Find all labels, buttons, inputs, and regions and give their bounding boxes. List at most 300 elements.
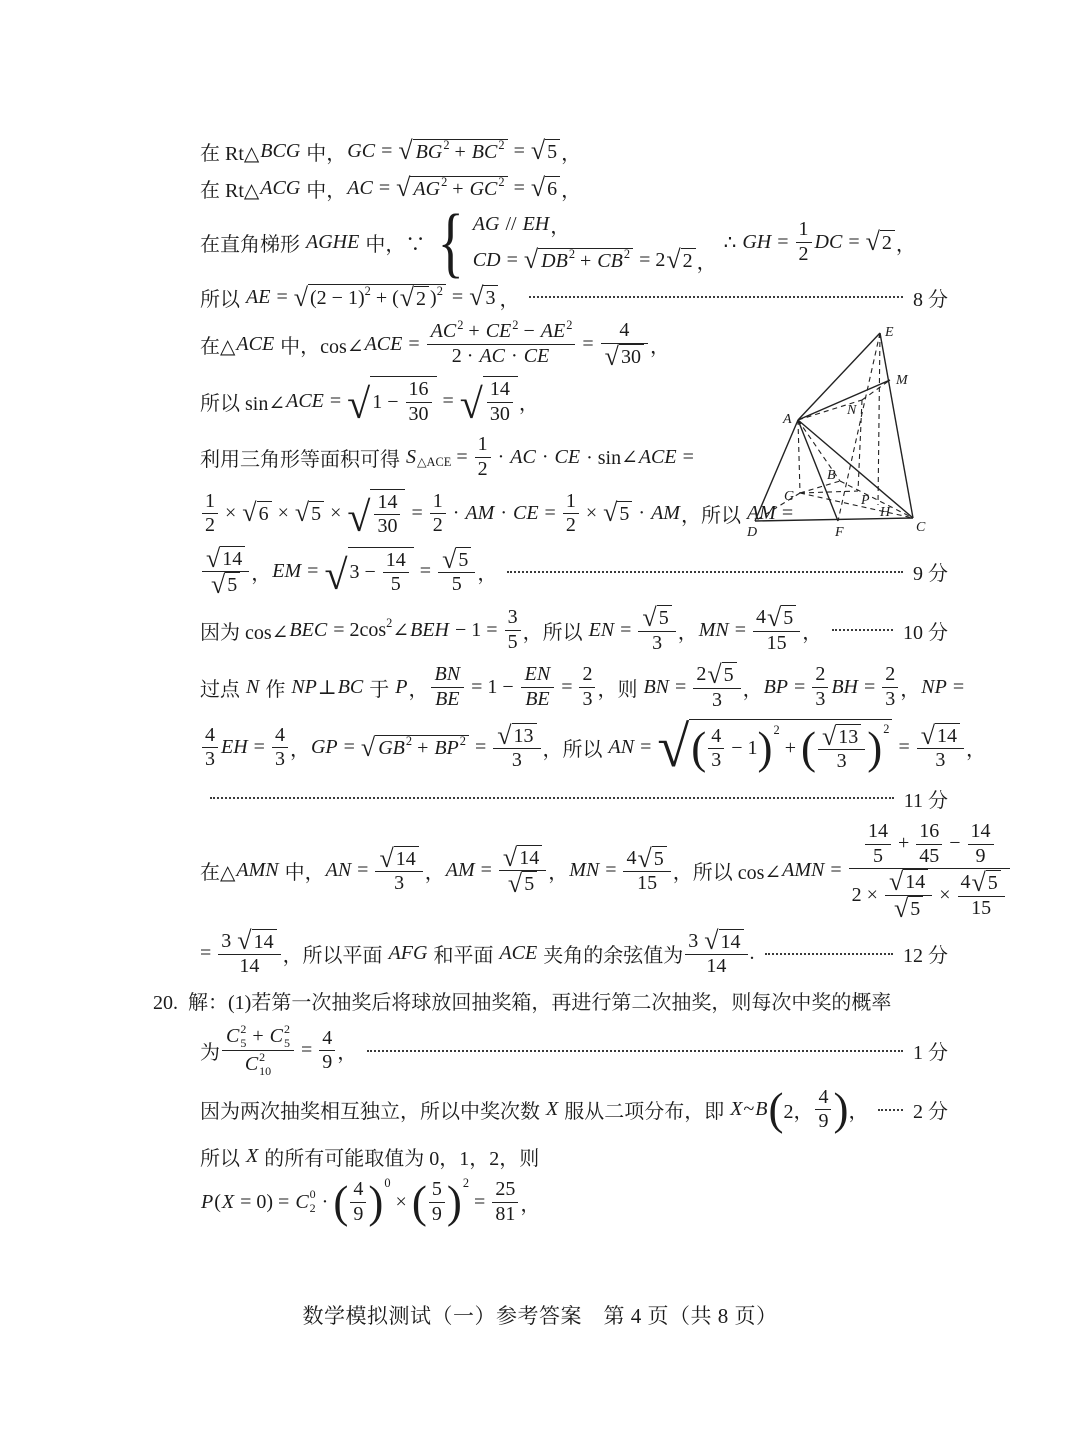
square-root bbox=[766, 602, 796, 632]
square-root bbox=[237, 926, 276, 956]
text-run: 14 bbox=[519, 846, 540, 869]
fraction bbox=[796, 218, 812, 266]
denominator bbox=[430, 514, 446, 538]
text-run: + bbox=[247, 1024, 269, 1047]
math-variable: NP bbox=[291, 675, 317, 698]
numerator bbox=[916, 820, 942, 845]
text-run: = 1 − bbox=[466, 675, 519, 698]
text-run: ， bbox=[561, 142, 582, 165]
math-variable: CD bbox=[472, 249, 501, 271]
text-run: ， bbox=[966, 739, 987, 762]
math-variable: P bbox=[201, 1190, 214, 1213]
text-run: 3 bbox=[507, 605, 518, 628]
numerator bbox=[693, 662, 740, 689]
binomial-base: C bbox=[295, 1190, 309, 1213]
text-run: 3 bbox=[394, 872, 405, 895]
text-run: 4 bbox=[205, 723, 215, 746]
denominator bbox=[521, 688, 553, 712]
text-run: 在直角梯形 bbox=[200, 234, 305, 256]
text-run: 5 bbox=[910, 897, 921, 920]
text-run: 4 bbox=[274, 723, 285, 746]
text-run: 4 bbox=[626, 846, 637, 869]
text-run: 2 bbox=[798, 243, 809, 265]
text-run: 在 Rt△ bbox=[200, 179, 260, 202]
text-run: 30 bbox=[620, 345, 641, 368]
math-variable: BC bbox=[337, 675, 364, 698]
radicand bbox=[414, 286, 429, 311]
text-run: ∠ bbox=[392, 619, 410, 642]
text-run: 为 bbox=[200, 1042, 220, 1065]
math-line bbox=[200, 543, 948, 600]
text-run: ，所以 bbox=[680, 505, 746, 528]
point-label-C: C bbox=[916, 520, 926, 535]
text-run: 14 bbox=[395, 847, 416, 870]
radical-sign: √ bbox=[237, 926, 252, 956]
text-run: 9 bbox=[322, 1051, 333, 1074]
text-run: = bbox=[446, 285, 469, 308]
text-run: 4 bbox=[353, 1178, 364, 1201]
numerator bbox=[475, 433, 491, 458]
text-run: = bbox=[414, 560, 437, 583]
radical-sign: √ bbox=[637, 843, 652, 873]
fraction bbox=[272, 724, 288, 772]
superscript: 2 bbox=[441, 174, 448, 189]
denominator bbox=[202, 748, 218, 772]
numerator bbox=[374, 491, 400, 516]
numerator bbox=[708, 725, 724, 750]
radical-sign: √ bbox=[822, 721, 837, 751]
group-exponent: 0 bbox=[384, 1176, 391, 1191]
radical-sign: √ bbox=[707, 660, 722, 690]
text-run: 4 bbox=[711, 724, 722, 747]
math-variable: AM bbox=[746, 502, 776, 525]
fraction bbox=[917, 720, 964, 773]
numerator bbox=[753, 602, 800, 632]
square-root bbox=[642, 602, 671, 632]
fraction bbox=[815, 1086, 831, 1134]
numerator bbox=[521, 663, 555, 688]
binomial-symbol bbox=[245, 1051, 271, 1079]
text-run: ， bbox=[742, 678, 763, 701]
text-run: 中， bbox=[301, 179, 347, 202]
text-run: 9 bbox=[818, 1110, 829, 1133]
math-variable: AM bbox=[465, 502, 495, 525]
radical-sign: √ bbox=[666, 245, 681, 275]
text-run: 3 bbox=[511, 749, 522, 772]
text-run: 14 bbox=[239, 955, 260, 978]
text-run: 所以 bbox=[200, 1147, 245, 1170]
numerator bbox=[638, 602, 675, 632]
square-root bbox=[469, 281, 498, 311]
fraction bbox=[885, 869, 932, 921]
text-run: 30 bbox=[377, 515, 398, 538]
radicand bbox=[935, 723, 960, 749]
radicand bbox=[348, 547, 414, 597]
radical-sign: √ bbox=[502, 842, 518, 872]
radical-sign: √ bbox=[399, 282, 415, 312]
point-label-F: F bbox=[835, 525, 844, 540]
text-run: 3 − bbox=[349, 561, 381, 584]
superscript: 2 bbox=[364, 283, 371, 298]
fraction bbox=[406, 378, 432, 426]
text-run: 1 bbox=[798, 218, 809, 241]
fraction bbox=[693, 662, 740, 712]
text-run: ， bbox=[677, 621, 698, 644]
cases-row bbox=[472, 246, 717, 275]
text-run: 所以 sin∠ bbox=[200, 392, 286, 415]
math-line bbox=[200, 602, 948, 655]
radicand bbox=[545, 176, 560, 201]
radical-sign: √ bbox=[347, 494, 371, 541]
binomial-symbol bbox=[226, 1023, 246, 1051]
math-variable: X bbox=[730, 1098, 743, 1121]
text-run: ， bbox=[561, 179, 582, 202]
fraction bbox=[429, 1178, 445, 1226]
text-run: + bbox=[447, 177, 469, 200]
text-run: 3 bbox=[935, 749, 946, 772]
square-root bbox=[604, 341, 644, 371]
radicand bbox=[483, 376, 518, 426]
text-run: 25 bbox=[495, 1178, 516, 1201]
text-run: ， bbox=[548, 862, 569, 885]
radicand bbox=[512, 723, 537, 749]
fraction bbox=[222, 1023, 294, 1079]
text-run: 3 bbox=[582, 687, 593, 710]
fraction bbox=[753, 602, 800, 655]
text-run: 5 bbox=[658, 606, 669, 629]
text-run: × bbox=[325, 502, 347, 525]
text-run: 14 bbox=[377, 490, 398, 513]
square-root bbox=[347, 489, 405, 539]
radicand bbox=[617, 501, 632, 526]
text-run: 5 bbox=[783, 606, 794, 629]
binomial-upper: 0 bbox=[309, 1187, 316, 1202]
denominator bbox=[319, 1051, 335, 1075]
text-run: 2 bbox=[696, 663, 707, 686]
group-exponent: 2 bbox=[773, 722, 780, 737]
square-root bbox=[707, 662, 736, 688]
text-run: ， bbox=[337, 1042, 358, 1065]
dotted-leader bbox=[878, 1109, 903, 1111]
close-paren: ) bbox=[368, 1176, 384, 1227]
subscript: △ACE bbox=[417, 455, 452, 470]
numerator bbox=[958, 870, 1005, 897]
text-run: 在△ bbox=[200, 862, 236, 885]
text-run: 4 bbox=[818, 1085, 829, 1108]
math-line bbox=[200, 1178, 948, 1226]
text-run: ， bbox=[518, 392, 539, 415]
text-run: ，所以平面 bbox=[282, 945, 388, 968]
radicand bbox=[370, 376, 436, 426]
dashed-edge-GP bbox=[800, 491, 858, 493]
numerator bbox=[499, 842, 546, 872]
text-run: × bbox=[934, 883, 956, 906]
text-run: 利用三角形等面积可得 bbox=[200, 448, 405, 471]
math-line bbox=[200, 136, 948, 166]
math-variable: GB bbox=[378, 737, 405, 760]
numerator bbox=[815, 1086, 831, 1111]
denominator bbox=[870, 845, 886, 869]
fraction bbox=[499, 842, 546, 899]
math-variable: BCG bbox=[260, 139, 301, 162]
binomial-scripts bbox=[240, 1023, 246, 1051]
fraction bbox=[563, 490, 579, 538]
radicand bbox=[538, 248, 633, 273]
text-run: 于 bbox=[364, 678, 395, 701]
text-run: = bbox=[200, 942, 217, 965]
superscript: 2 bbox=[459, 734, 466, 749]
solid-edge-AC bbox=[798, 420, 913, 518]
text-run: 9 bbox=[431, 1202, 442, 1225]
math-variable: BE bbox=[525, 687, 550, 710]
denominator bbox=[815, 1110, 831, 1134]
radical-sign: √ bbox=[396, 172, 411, 202]
denominator bbox=[475, 458, 491, 482]
math-variable: AC bbox=[479, 344, 506, 367]
text-run: − 1 = bbox=[450, 618, 503, 641]
math-variable: S bbox=[406, 445, 416, 468]
binomial-scripts bbox=[310, 1188, 316, 1216]
math-variable: AMN bbox=[782, 859, 825, 882]
text-run: 14 bbox=[253, 930, 274, 953]
cases-rows bbox=[472, 210, 717, 275]
text-run: 81 bbox=[495, 1202, 516, 1225]
binomial-symbol bbox=[270, 1023, 290, 1051]
dotted-leader bbox=[529, 296, 903, 298]
radical-sign: √ bbox=[398, 135, 413, 165]
text-run: 2 bbox=[432, 514, 443, 537]
math-variable: BP bbox=[763, 675, 789, 698]
text-run: 5 bbox=[872, 844, 883, 867]
math-variable: AN bbox=[325, 859, 352, 882]
text-run: 和平面 bbox=[428, 945, 499, 968]
radical-sign: √ bbox=[971, 868, 986, 898]
square-root bbox=[893, 893, 923, 923]
math-variable: DC bbox=[814, 231, 843, 253]
superscript: 2 bbox=[623, 247, 631, 262]
fraction bbox=[374, 491, 400, 539]
denominator bbox=[563, 514, 579, 538]
text-run: 1 分 bbox=[913, 1042, 948, 1065]
math-line bbox=[200, 173, 948, 203]
text-run: (2 − 1) bbox=[310, 286, 365, 309]
text-run: ，则 bbox=[597, 678, 643, 701]
text-run: = bbox=[271, 285, 293, 308]
point-label-N: N bbox=[847, 403, 857, 418]
text-run: 14 bbox=[385, 548, 406, 571]
math-variable: X bbox=[221, 1190, 235, 1213]
text-run: = bbox=[406, 502, 428, 525]
text-run: 14 bbox=[905, 871, 926, 894]
math-variable: BG bbox=[415, 140, 443, 163]
math-line bbox=[200, 820, 998, 923]
denominator bbox=[487, 403, 513, 427]
paren-content bbox=[706, 725, 757, 773]
paren-content bbox=[348, 1178, 368, 1226]
fraction bbox=[958, 870, 1005, 920]
radical-sign: √ bbox=[469, 281, 484, 311]
text-run: 15 bbox=[637, 872, 658, 895]
math-variable: EN bbox=[588, 618, 615, 641]
text-run: · bbox=[506, 344, 523, 367]
numerator bbox=[685, 926, 747, 956]
math-variable: AN bbox=[608, 736, 635, 759]
open-paren: ( bbox=[801, 723, 816, 774]
denominator bbox=[202, 514, 218, 538]
binomial-upper: 2 bbox=[283, 1021, 290, 1036]
binomial-lower: 2 bbox=[309, 1201, 316, 1216]
parenthesized-group bbox=[333, 1178, 390, 1226]
square-root bbox=[347, 376, 436, 429]
text-run: = bbox=[729, 618, 751, 641]
numerator bbox=[849, 820, 1010, 869]
square-root bbox=[530, 135, 560, 165]
binomial-scripts bbox=[284, 1023, 290, 1051]
text-run: 3 bbox=[711, 749, 722, 772]
text-run: · sin∠ bbox=[581, 446, 638, 469]
fraction bbox=[218, 926, 280, 979]
text-run: = bbox=[373, 176, 396, 199]
radicand bbox=[522, 871, 537, 897]
radical-sign: √ bbox=[920, 720, 936, 750]
solution-content bbox=[153, 135, 998, 1233]
square-root bbox=[666, 245, 695, 275]
solid-edge-AM bbox=[798, 380, 890, 420]
numerator bbox=[579, 663, 595, 688]
text-run: 14 bbox=[489, 378, 510, 401]
left-brace: { bbox=[437, 198, 465, 286]
square-root bbox=[972, 870, 1001, 896]
numerator bbox=[492, 1178, 518, 1203]
text-run: 2 bbox=[205, 514, 215, 537]
text-run: 1 bbox=[205, 489, 215, 512]
text-run: ， bbox=[477, 563, 498, 586]
text-run: 8 分 bbox=[913, 288, 948, 311]
text-run: = bbox=[858, 675, 881, 698]
denominator bbox=[849, 869, 1010, 921]
text-run: ， bbox=[649, 335, 670, 358]
denominator bbox=[492, 1203, 518, 1227]
open-paren: ( bbox=[411, 1176, 427, 1227]
text-run: 5 bbox=[723, 664, 734, 687]
solid-edge-EC bbox=[880, 333, 913, 518]
text-run: 3 bbox=[485, 286, 496, 309]
text-run: ， bbox=[848, 1101, 869, 1124]
text-run: ， bbox=[424, 862, 445, 885]
math-variable: CB bbox=[597, 250, 623, 272]
text-run: 12 分 bbox=[903, 945, 948, 968]
radical-sign: √ bbox=[442, 544, 457, 574]
numerator bbox=[218, 926, 280, 956]
text-run: 中， bbox=[301, 142, 347, 165]
text-run: 2 × bbox=[851, 883, 883, 906]
text-run: = bbox=[615, 618, 637, 641]
text-run: ) bbox=[430, 286, 437, 309]
math-variable: AG bbox=[413, 177, 441, 200]
point-label-G: G bbox=[784, 489, 795, 504]
text-run: 中， bbox=[279, 862, 325, 885]
dotted-leader bbox=[765, 953, 893, 955]
dashed-edge-NP bbox=[858, 400, 862, 491]
math-line bbox=[200, 714, 987, 780]
text-run: − bbox=[944, 832, 966, 855]
point-label-B: B bbox=[827, 468, 836, 483]
text-run: 5 bbox=[227, 574, 238, 597]
binomial-base: C bbox=[269, 1024, 283, 1047]
radical-sign: √ bbox=[530, 135, 546, 165]
text-run: 5 bbox=[311, 503, 322, 526]
text-run: 10 分 bbox=[903, 621, 948, 644]
text-run: ， bbox=[520, 1193, 541, 1216]
numerator bbox=[885, 869, 932, 896]
superscript: 2 bbox=[512, 317, 519, 332]
text-run: ，所以 bbox=[542, 739, 608, 762]
radical-sign: √ bbox=[379, 843, 394, 873]
group-exponent: 2 bbox=[462, 1176, 470, 1191]
fraction bbox=[579, 663, 595, 711]
numerator bbox=[431, 663, 465, 688]
dashed-edge-AG bbox=[798, 420, 800, 493]
denominator bbox=[207, 572, 244, 598]
text-run: = bbox=[677, 445, 694, 468]
math-variable: AE bbox=[246, 285, 271, 308]
numerator bbox=[487, 378, 513, 403]
square-root bbox=[530, 172, 560, 202]
square-root bbox=[657, 714, 892, 780]
square-root bbox=[242, 498, 271, 528]
text-run: 1 bbox=[432, 489, 443, 512]
text-run: = bbox=[947, 675, 965, 698]
numerator bbox=[493, 720, 540, 750]
radicand bbox=[257, 501, 272, 526]
superscript: 2 bbox=[498, 137, 505, 152]
denominator bbox=[579, 688, 595, 712]
text-run: 1 bbox=[477, 433, 488, 456]
text-run: = bbox=[302, 560, 324, 583]
radical-sign: √ bbox=[206, 543, 221, 573]
superscript: 2 bbox=[568, 247, 576, 262]
square-root bbox=[324, 547, 413, 600]
text-run: 2 · bbox=[451, 344, 479, 367]
fraction bbox=[438, 544, 475, 597]
square-root bbox=[502, 842, 542, 872]
math-variable: GP bbox=[310, 736, 338, 759]
parenthesized-group bbox=[801, 721, 890, 774]
math-variable: ACE bbox=[236, 332, 275, 355]
text-run: = bbox=[501, 249, 523, 271]
text-run: 13 bbox=[513, 724, 534, 747]
square-root bbox=[865, 227, 895, 257]
fraction bbox=[427, 317, 576, 368]
fraction bbox=[383, 549, 409, 597]
fraction bbox=[968, 820, 994, 868]
square-root bbox=[294, 498, 324, 528]
binomial-lower: 10 bbox=[259, 1064, 272, 1079]
fraction bbox=[521, 663, 555, 711]
fraction bbox=[202, 543, 249, 600]
text-run: 1 bbox=[565, 489, 576, 512]
fraction bbox=[505, 606, 521, 654]
numerator bbox=[429, 1178, 445, 1203]
text-run: = bbox=[635, 736, 657, 759]
radicand bbox=[394, 846, 419, 872]
fraction bbox=[849, 820, 1010, 921]
math-variable: EN bbox=[524, 663, 551, 686]
superscript: 2 bbox=[457, 317, 464, 332]
square-root bbox=[822, 721, 861, 751]
numerator bbox=[812, 663, 828, 688]
text-run: ，所以 bbox=[522, 621, 588, 644]
